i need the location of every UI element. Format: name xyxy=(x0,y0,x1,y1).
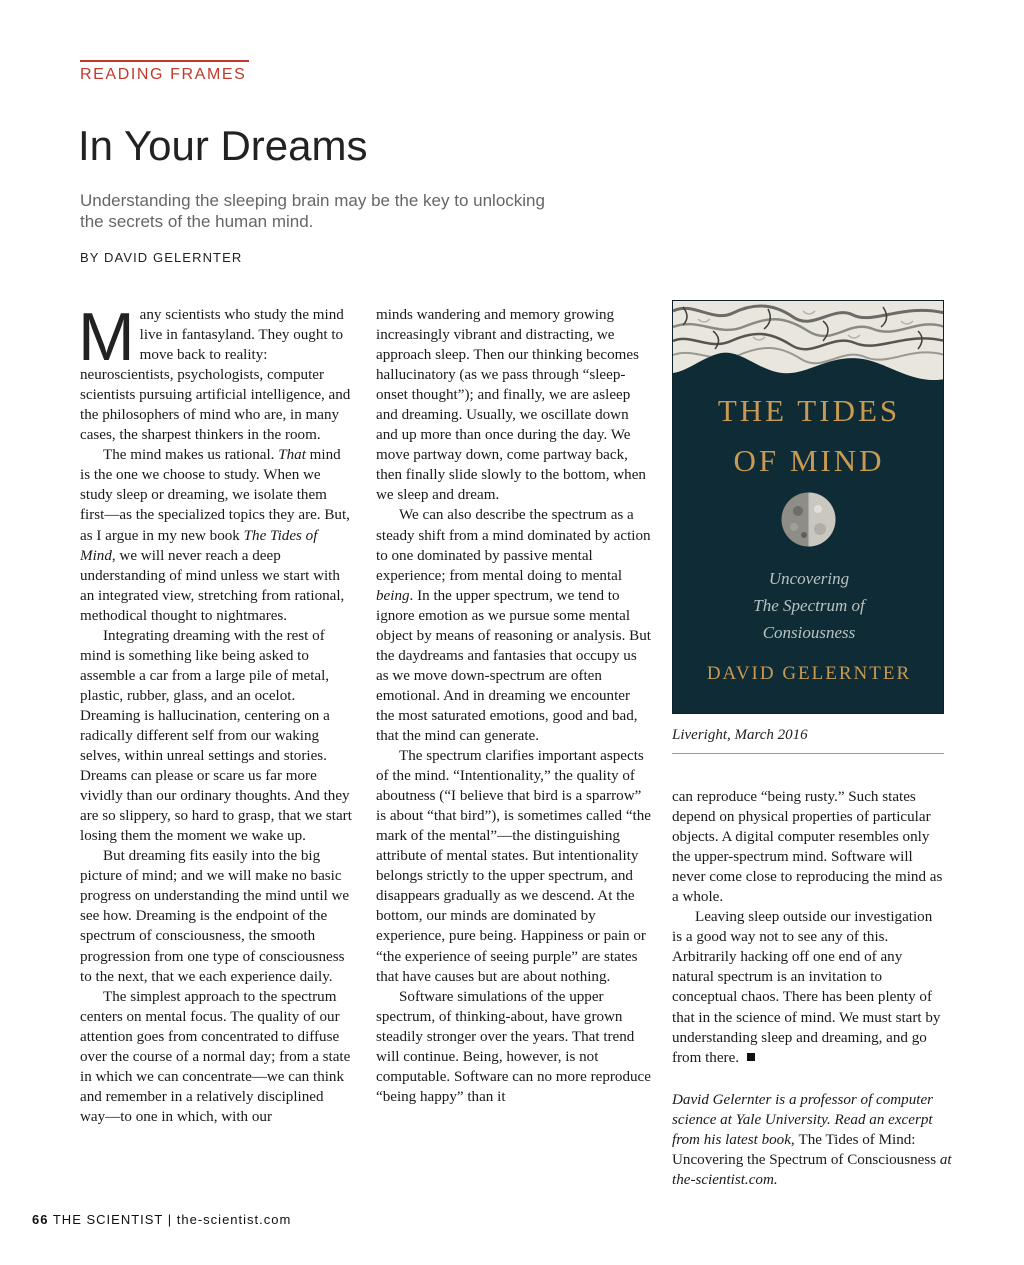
cover-subtitle-line-3: Consiousness xyxy=(762,623,856,642)
paragraph-2-text-b: mind is the one we choose to study. When we study sleep or dreaming, we isolate them first—as the specialized topics they are. But, as I argue in my new book xyxy=(80,447,350,544)
footer-url[interactable]: the-scientist.com xyxy=(176,1212,292,1227)
article-deck xyxy=(80,190,640,232)
cover-title-line-2: OF MIND xyxy=(733,443,885,478)
author-bio xyxy=(672,1090,952,1190)
article-column-1 xyxy=(78,299,352,1127)
paragraph-3: Integrating dreaming with the rest of mind is something like being asked to assemble a car from a large pile of metal, plastic, rubber, glass, and an ocelot. Dreaming is hallucination, centering on a radically different self from our waking selves, within unreal settings and stories. Dreams can please or scare us far more vividly than our ordinary thoughts. And they are so slippery, so hard to grasp, that we start losing them the moment we wake up. xyxy=(80,627,352,845)
footer-separator: | xyxy=(167,1212,173,1227)
book-cover xyxy=(672,300,944,714)
paragraph-10: can reproduce “being rusty.” Such states depend on physical properties of particular objects. A digital computer resembles only the upper-spectrum mind. Software will never come close to reproducing the mind as a whole. xyxy=(672,789,943,906)
paragraph-1-text: any scientists who study the mind live in fantasyland. They ought to move back to reality: neuroscientists, psychologists, computer scientists pursuing artificial intelligence, and the philosophers of mind who are, in many cases, the sharpest thinkers in the room. xyxy=(80,307,351,444)
page-footer xyxy=(32,1212,291,1227)
paragraph-1 xyxy=(78,299,352,445)
deck-line-1: Understanding the sleeping brain may be the key to unlocking xyxy=(80,191,545,210)
paragraph-2-emphasis: That xyxy=(278,447,306,464)
paragraph-7 xyxy=(376,505,652,746)
paragraph-8: The spectrum clarifies important aspects of the mind. “Intentionality,” the quality of aboutness (“I believe that bird is a sparrow” is about “that bird”), is sometimes called “the mark of the mental”—the distinguishing attribute of mental states. But intentionality belongs strictly to the upper spectrum, and disappears gradually as we descend. At the bottom, our minds are dominated by experience, pure being. Happiness or pain or “the experience of seeing purple” are states that have causes but are about nothing. xyxy=(376,748,651,985)
caption-rule xyxy=(672,753,944,754)
section-rule xyxy=(80,60,249,62)
cover-subtitle-line-1: Uncovering xyxy=(768,569,850,588)
paragraph-2-text-c: , we will never reach a deep understanding of mind unless we start with an integrated view, stretching from rational, methodical thought to nightmares. xyxy=(80,547,345,624)
moon-image xyxy=(780,491,837,548)
bio-book-title-1: The xyxy=(798,1132,822,1149)
article-column-2 xyxy=(376,305,652,1107)
paragraph-7-emphasis: being xyxy=(376,587,410,604)
cover-author: DAVID GELERNTER xyxy=(706,663,912,684)
article-column-3 xyxy=(672,787,944,1068)
cover-title-line-1: THE TIDES xyxy=(717,393,901,428)
byline: BY DAVID GELERNTER xyxy=(80,250,243,265)
bio-text-2: at the-scientist.com. xyxy=(672,1152,952,1189)
deck-line-2: the secrets of the human mind. xyxy=(80,212,314,231)
paragraph-11 xyxy=(672,907,944,1067)
section-label: READING FRAMES xyxy=(80,66,247,83)
magazine-name: THE SCIENTIST xyxy=(52,1212,164,1227)
bio-book-title-2: Tides of Mind: Uncovering the Spectrum of Consciousness xyxy=(672,1132,937,1169)
paragraph-9: Software simulations of the upper spectrum, of thinking-about, have grown steadily stronger over the years. That trend will continue. Being, however, is not computable. Software can no more reproduce “being happy” than it xyxy=(376,988,651,1105)
paragraph-5: The simplest approach to the spectrum centers on mental focus. The quality of our attention goes from concentrated to diffuse over the course of a normal day; from a state in which we can concentrate—we can think and remember in a relatively disciplined way—to one in which, with our xyxy=(80,988,351,1125)
drop-cap: M xyxy=(78,299,135,375)
page-number: 66 xyxy=(32,1212,49,1227)
bio-text-1: David Gelernter is a professor of computer science at Yale University. Read an excerpt from his latest book, xyxy=(672,1092,934,1149)
paragraph-7-text-a: We can also describe the spectrum as a steady shift from a mind dominated by action to one dominated by passive mental experience; from mental doing to mental xyxy=(376,507,651,584)
cover-subtitle-line-2: The Spectrum of xyxy=(753,596,865,615)
paragraph-4: But dreaming fits easily into the big picture of mind; and we will make no basic progress on understanding the mind until we see how. Dreaming is the endpoint of the spectrum of consciousness, the smooth progression from one type of consciousness to the next, that we each experience daily. xyxy=(80,848,350,985)
paragraph-7-text-b: . In the upper spectrum, we tend to ignore emotion as we pursue some mental object by means of reasoning or analysis. But the daydreams and fantasies that occupy us as we move down-spectrum are often emotional. And in dreaming we encounter the most saturated emotions, good and bad, that the mind can generate. xyxy=(376,587,651,744)
paragraph-2-text-a: The mind makes us rational. xyxy=(103,447,279,464)
paragraph-2 xyxy=(80,445,352,625)
paragraph-6: minds wandering and memory growing increasingly vibrant and distracting, we approach sleep. Then our thinking becomes hallucinatory (as we pass through “sleep-onset thought”); and finally, we are asleep and dreaming. Usually, we oscillate down and up more than once during the day. We move partway down, come partway back, then finally slide slowly to the bottom, when we sleep and dream. xyxy=(376,307,646,504)
paragraph-11-text: Leaving sleep outside our investigation is a good way not to see any of this. Arbitrarily hacking off one end of any natural spectrum is an invitation to conceptual chaos. There has been plenty of that in the science of mind. We must start by understanding sleep and dreaming, and go from there. xyxy=(672,909,941,1066)
cover-subtitle xyxy=(673,565,944,646)
article-title: In Your Dreams xyxy=(78,122,368,169)
end-mark-icon xyxy=(747,1053,755,1061)
cover-caption: Liveright, March 2016 xyxy=(672,727,808,743)
marble-pattern xyxy=(673,301,944,391)
book-title-inline: The Tides of Mind xyxy=(80,527,318,564)
